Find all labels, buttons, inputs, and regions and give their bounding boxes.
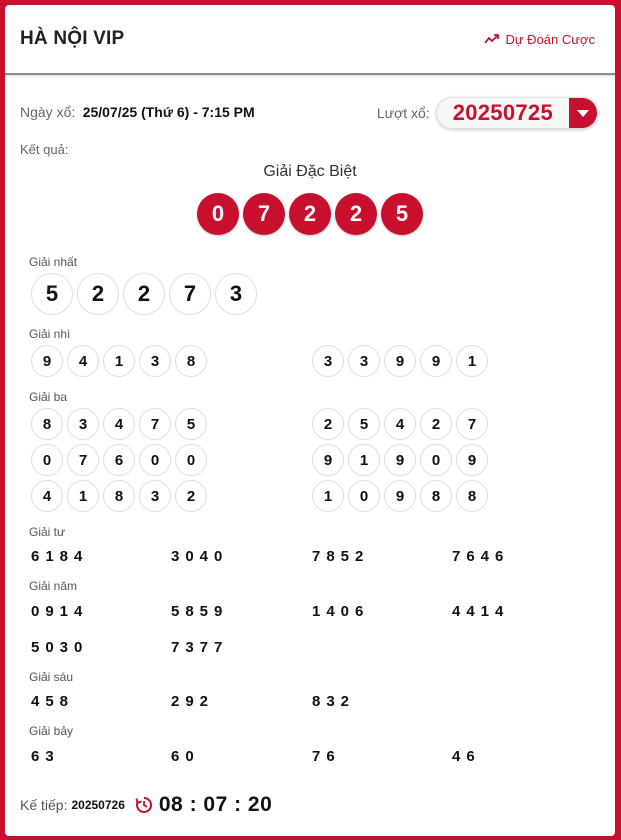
luot-label: Lượt xổ: [376,105,430,121]
digit-ball: 8 [420,480,452,512]
fourth-prize-number: 3040 [171,548,229,565]
countdown-timer: 08 : 07 : 20 [158,793,273,816]
date-label: Ngày xổ: [20,104,76,120]
first-digit: 2 [77,273,119,315]
special-prize-label: Giải Đặc Biệt [263,163,357,180]
fifth-prize-number: 4414 [452,603,510,620]
third-prize-number [312,480,488,512]
fifth-prize-label: Giải năm [29,579,78,593]
fourth-prize-number: 7646 [452,548,510,565]
seventh-prize-label: Giải bảy [29,724,74,738]
third-prize-number [31,480,207,512]
digit-ball: 4 [31,480,63,512]
special-digit: 5 [381,193,423,235]
fifth-prize-number: 5030 [31,639,89,656]
digit-ball: 1 [456,345,488,377]
predict-link[interactable] [484,32,595,47]
digit-ball: 9 [384,345,416,377]
sixth-prize-number: 292 [171,693,215,710]
card-header [5,5,615,75]
special-digit: 2 [335,193,377,235]
fourth-prize-label: Giải tư [29,525,66,539]
trend-line-icon [484,33,500,45]
digit-ball: 0 [175,444,207,476]
first-prize-label: Giải nhất [29,255,78,269]
digit-ball: 8 [456,480,488,512]
second-prize-number [312,345,488,377]
third-prize-number [31,444,207,476]
digit-ball: 9 [384,480,416,512]
clock-refresh-icon [135,796,153,814]
digit-ball: 0 [31,444,63,476]
second-prize-number [31,345,207,377]
fourth-prize-number: 6184 [31,548,89,565]
sixth-prize-label: Giải sáu [29,670,74,684]
digit-ball: 0 [139,444,171,476]
digit-ball: 9 [31,345,63,377]
draw-info-row [20,95,598,131]
digit-ball: 7 [456,408,488,440]
digit-ball: 3 [348,345,380,377]
digit-ball: 4 [384,408,416,440]
digit-ball: 9 [420,345,452,377]
third-prize-number [312,408,488,440]
third-prize-label: Giải ba [29,390,68,404]
digit-ball: 1 [312,480,344,512]
third-prize-number [312,444,488,476]
digit-ball: 3 [139,480,171,512]
sixth-prize-number: 458 [31,693,75,710]
digit-ball: 7 [67,444,99,476]
fifth-prize-number: 1406 [312,603,370,620]
third-prize-number [31,408,207,440]
fourth-prize-number: 7852 [312,548,370,565]
sixth-prize-number: 832 [312,693,356,710]
special-prize-balls [5,193,615,235]
draw-select-dropdown[interactable] [436,97,598,129]
predict-label: Dự Đoán Cược [505,31,595,47]
caret-down-icon[interactable] [569,98,597,128]
page-title: HÀ NỘI VIP [20,28,125,49]
digit-ball: 9 [312,444,344,476]
digit-ball: 2 [175,480,207,512]
digit-ball: 4 [103,408,135,440]
digit-ball: 5 [348,408,380,440]
seventh-prize-number: 63 [31,748,60,765]
digit-ball: 7 [139,408,171,440]
next-draw-footer [20,791,272,819]
draw-date [20,104,255,122]
digit-ball: 8 [175,345,207,377]
digit-ball: 1 [348,444,380,476]
next-draw-value: 20250726 [71,798,125,812]
digit-ball: 2 [420,408,452,440]
digit-ball: 1 [67,480,99,512]
first-digit: 3 [215,273,257,315]
first-digit: 2 [123,273,165,315]
digit-ball: 3 [67,408,99,440]
special-digit: 7 [243,193,285,235]
result-label: Kết quả: [20,142,69,157]
digit-ball: 8 [103,480,135,512]
special-digit: 0 [197,193,239,235]
digit-ball: 3 [139,345,171,377]
digit-ball: 6 [103,444,135,476]
seventh-prize-number: 46 [452,748,481,765]
next-draw-label: Kế tiếp: [20,797,68,813]
fifth-prize-number: 0914 [31,603,89,620]
draw-select-value: 20250725 [452,100,553,125]
digit-ball: 2 [312,408,344,440]
first-digit: 7 [169,273,211,315]
digit-ball: 4 [67,345,99,377]
fifth-prize-number: 5859 [171,603,229,620]
digit-ball: 9 [456,444,488,476]
first-prize-balls [31,273,257,315]
digit-ball: 9 [384,444,416,476]
draw-selector [377,97,598,129]
digit-ball: 3 [312,345,344,377]
seventh-prize-number: 76 [312,748,341,765]
special-digit: 2 [289,193,331,235]
digit-ball: 1 [103,345,135,377]
results-card [5,5,615,836]
fifth-prize-number: 7377 [171,639,229,656]
countdown [135,793,272,817]
digit-ball: 8 [31,408,63,440]
first-digit: 5 [31,273,73,315]
digit-ball: 0 [348,480,380,512]
date-value: 25/07/25 (Thứ 6) - 7:15 PM [82,104,255,120]
digit-ball: 0 [420,444,452,476]
seventh-prize-number: 60 [171,748,200,765]
digit-ball: 5 [175,408,207,440]
second-prize-label: Giải nhì [29,327,71,341]
